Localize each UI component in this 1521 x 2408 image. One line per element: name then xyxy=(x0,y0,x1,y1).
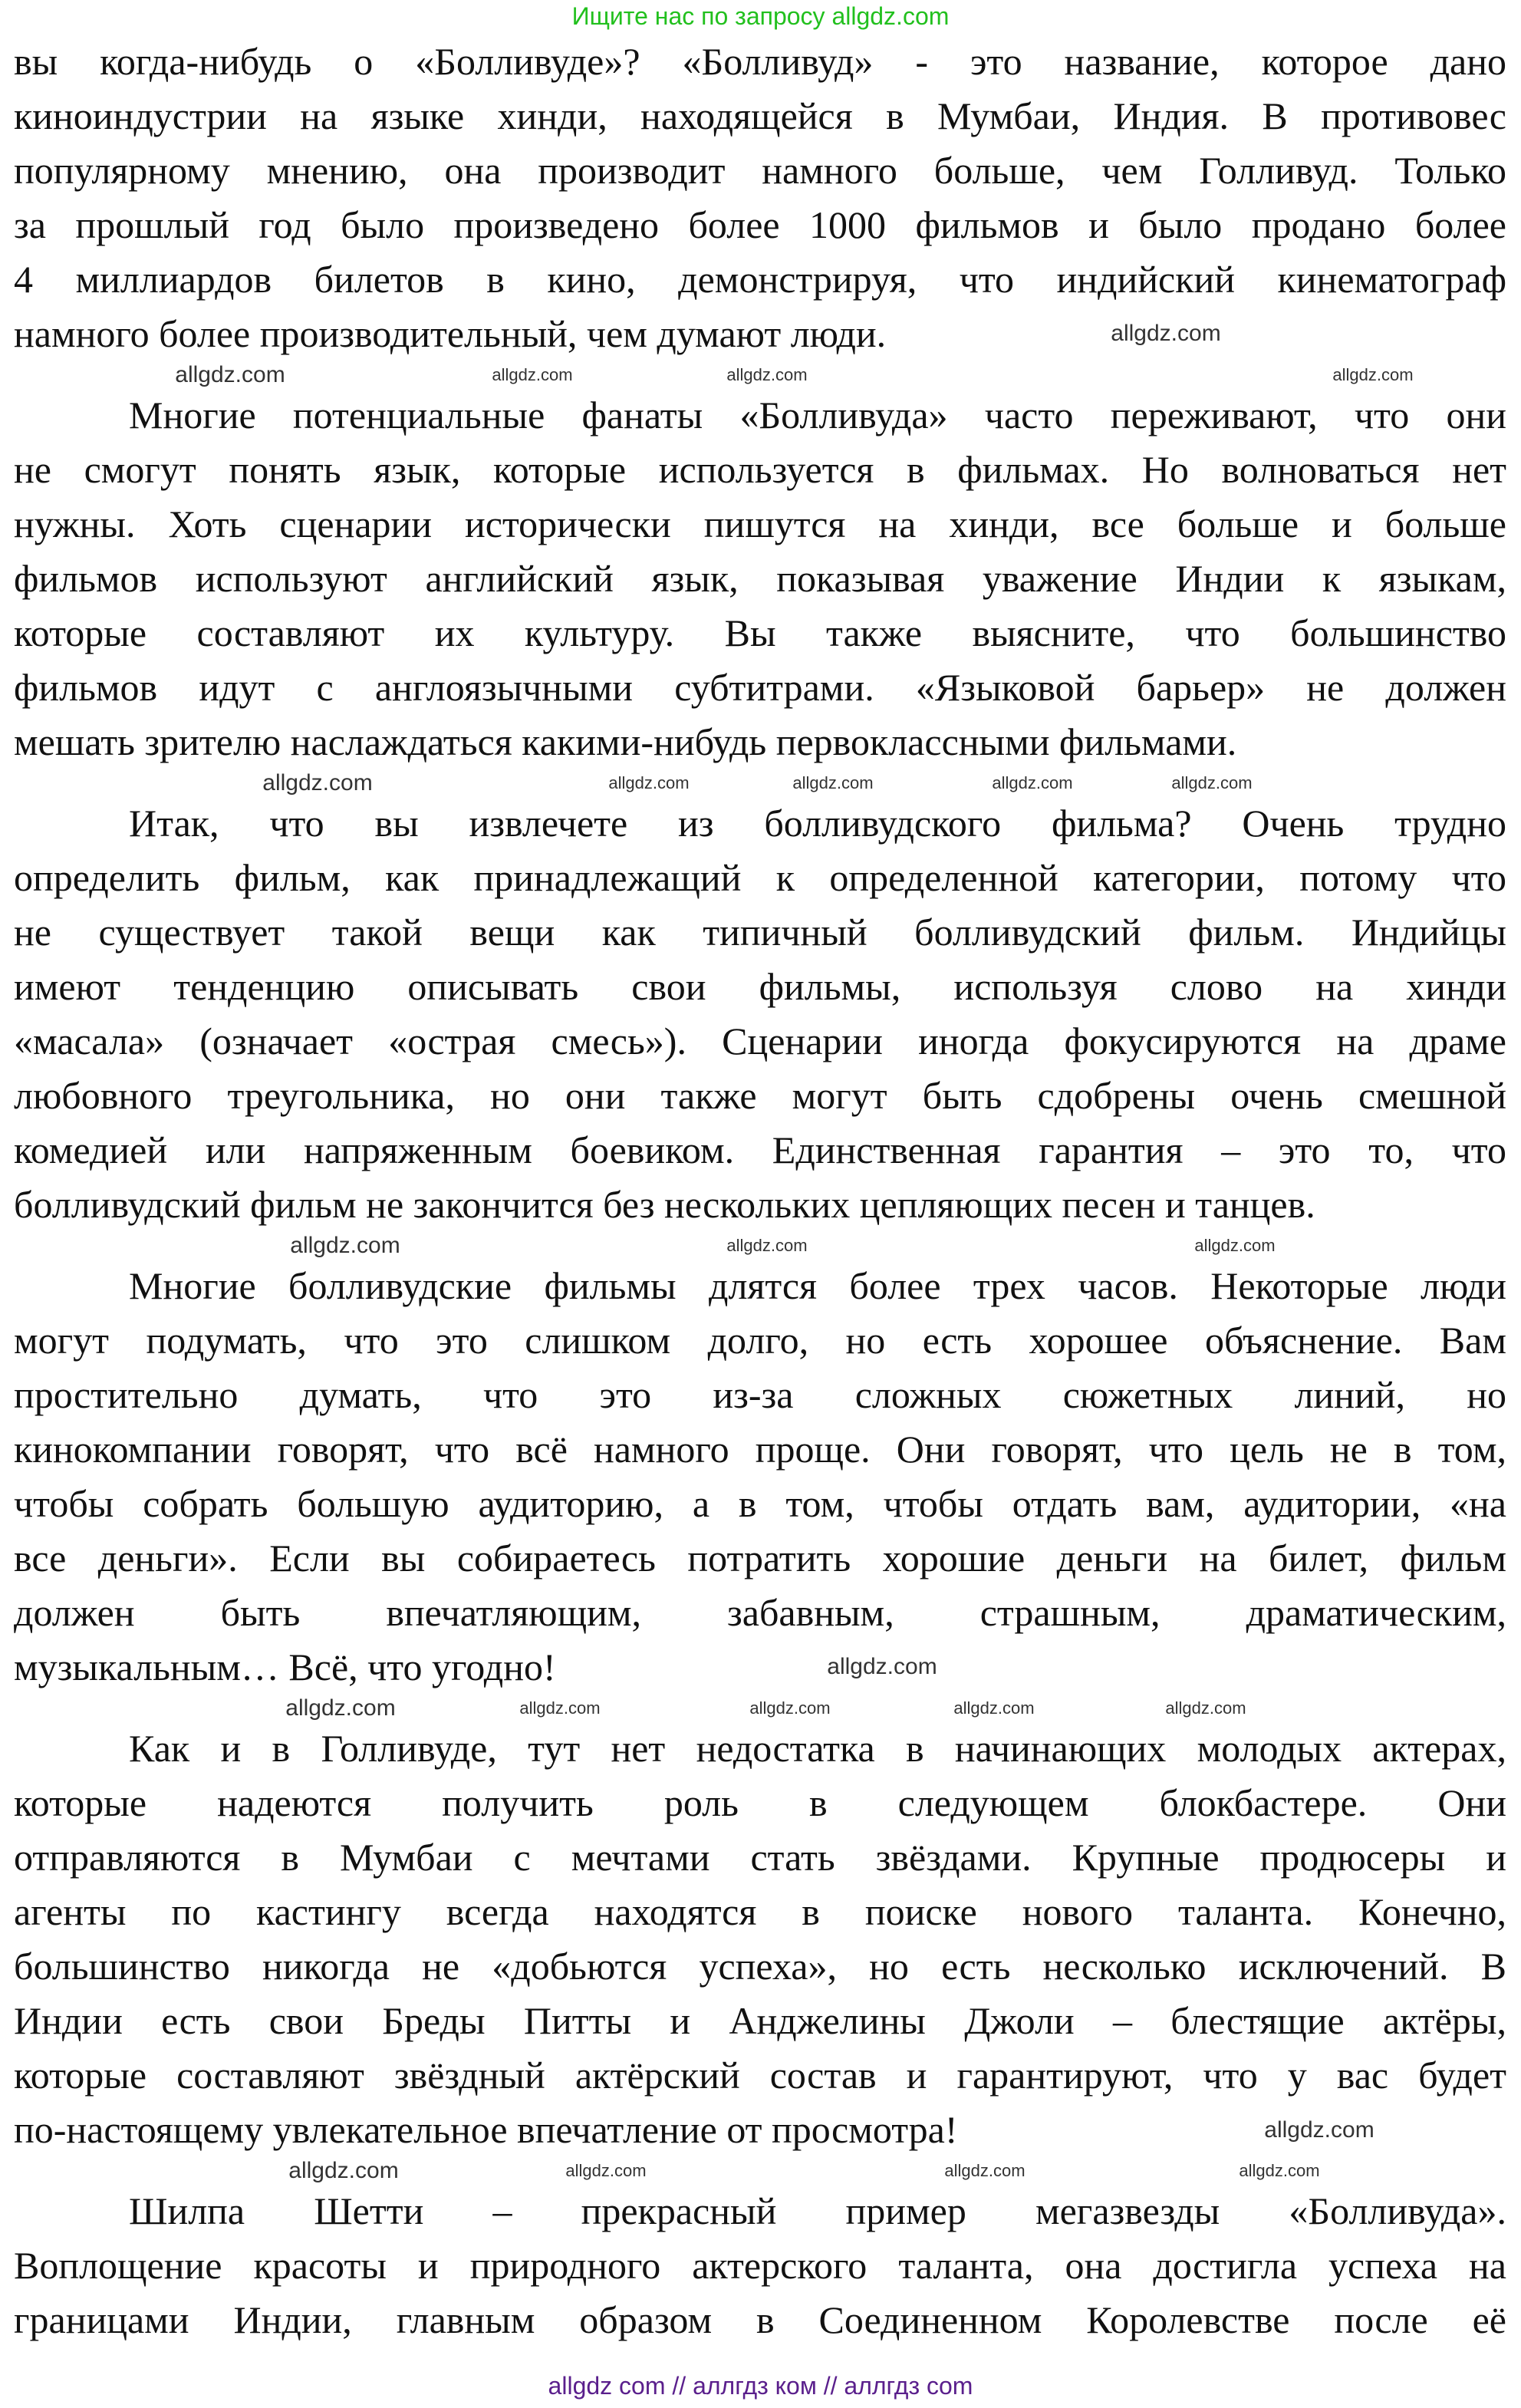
text-line: Многие потенциальные фанаты «Болливуда» часто переживают, что они xyxy=(129,394,1506,436)
watermark: allgdz.com xyxy=(792,773,874,792)
text-line: определить фильм, как принадлежащий к определенной категории, потому что xyxy=(14,856,1506,899)
text-line: могут подумать, что это слишком долго, но есть хорошее объяснение. Вам xyxy=(14,1319,1506,1362)
text-line: по-настоящему увлекательное впечатление от просмотра! xyxy=(14,2108,958,2151)
text-line: вы когда-нибудь о «Болливуде»? «Болливуд» - это название, которое дано xyxy=(14,40,1506,83)
text-line: любовного треугольника, но они также могут быть сдобрены очень смешной xyxy=(14,1074,1506,1117)
text-line: чтобы собрать большую аудиторию, а в том, чтобы отдать вам, аудитории, «на xyxy=(14,1482,1506,1525)
watermark: allgdz.com xyxy=(1332,365,1414,384)
text-line: не смогут понять язык, которые используется в фильмах. Но волноваться нет xyxy=(14,448,1506,491)
watermark: allgdz.com xyxy=(944,2161,1026,2180)
text-line: имеют тенденцию описывать свои фильмы, используя слово на хинди xyxy=(14,965,1506,1008)
text-line: болливудский фильм не закончится без нескольких цепляющих песен и танцев. xyxy=(14,1183,1315,1226)
paragraph xyxy=(14,796,1506,1232)
footer-links: allgdz com // аллгдз ком // аллгдз com xyxy=(548,2372,973,2400)
watermark: allgdz.com xyxy=(726,365,808,384)
search-banner: Ищите нас по запросу allgdz.com xyxy=(571,2,950,30)
text-line: киноиндустрии на языке хинди, находящейся в Мумбаи, Индия. В противовес xyxy=(14,94,1506,137)
text-line: которые надеются получить роль в следующем блокбастере. Они xyxy=(14,1781,1506,1824)
text-line: большинство никогда не «добьются успеха», но есть несколько исключений. В xyxy=(14,1945,1506,1988)
text-line: отправляются в Мумбаи с мечтами стать звёздами. Крупные продюсеры и xyxy=(14,1836,1506,1879)
watermark: allgdz.com xyxy=(1239,2161,1320,2180)
text-line: «масала» (означает «острая смесь»). Сценарии иногда фокусируются на драме xyxy=(14,1020,1506,1062)
watermark: allgdz.com xyxy=(1194,1236,1276,1255)
text-line: которые составляют их культуру. Вы также выясните, что большинство xyxy=(14,611,1506,654)
text-line: комедией или напряженным боевиком. Единственная гарантия – это то, что xyxy=(14,1128,1506,1171)
text-line: фильмов идут с англоязычными субтитрами. «Языковой барьер» не должен xyxy=(14,666,1506,709)
text-line: нужны. Хоть сценарии исторически пишутся на хинди, все больше и больше xyxy=(14,502,1506,545)
watermark: allgdz.com xyxy=(288,2158,399,2183)
paragraph xyxy=(14,1259,1506,1695)
watermark: allgdz.com xyxy=(1165,1698,1246,1718)
watermark: allgdz.com xyxy=(1171,773,1253,792)
watermark: allgdz.com xyxy=(953,1698,1035,1718)
text-line: Итак, что вы извлечете из болливудского фильма? Очень трудно xyxy=(129,802,1506,845)
watermark: allgdz.com xyxy=(175,362,285,387)
text-line: за прошлый год было произведено более 1000 фильмов и было продано более xyxy=(14,203,1506,246)
text-line: не существует такой вещи как типичный болливудский фильм. Индийцы xyxy=(14,911,1506,954)
text-line: агенты по кастингу всегда находятся в поиске нового таланта. Конечно, xyxy=(14,1890,1506,1933)
watermark: allgdz.com xyxy=(1111,321,1221,346)
watermark: allgdz.com xyxy=(565,2161,647,2180)
text-line: популярному мнению, она производит намного больше, чем Голливуд. Только xyxy=(14,149,1506,192)
watermark: allgdz.com xyxy=(992,773,1073,792)
watermark: allgdz.com xyxy=(726,1236,808,1255)
watermark: allgdz.com xyxy=(749,1698,831,1718)
text-line: должен быть впечатляющим, забавным, страшным, драматическим, xyxy=(14,1591,1506,1634)
watermark: allgdz.com xyxy=(827,1654,937,1679)
text-line: кинокомпании говорят, что всё намного проще. Они говорят, что цель не в том, xyxy=(14,1428,1506,1471)
watermark: allgdz.com xyxy=(290,1233,400,1258)
text-line: намного более производительный, чем думают люди. xyxy=(14,312,887,355)
watermark: allgdz.com xyxy=(519,1698,601,1718)
text-line: все деньги». Если вы собираетесь потратить хорошие деньги на билет, фильм xyxy=(14,1537,1506,1580)
paragraph xyxy=(14,35,1506,361)
text-line: которые составляют звёздный актёрский состав и гарантируют, что у вас будет xyxy=(14,2054,1506,2097)
watermark: allgdz.com xyxy=(492,365,573,384)
text-line: простительно думать, что это из-за сложных сюжетных линий, но xyxy=(14,1373,1506,1416)
watermark: allgdz.com xyxy=(608,773,690,792)
paragraph xyxy=(14,388,1506,769)
text-line: фильмов используют английский язык, показывая уважение Индии к языкам, xyxy=(14,557,1506,600)
text-line: Как и в Голливуде, тут нет недостатка в начинающих молодых актерах, xyxy=(129,1727,1506,1770)
paragraph xyxy=(14,1721,1506,2157)
watermark: allgdz.com xyxy=(262,770,373,796)
text-line: Многие болливудские фильмы длятся более трех часов. Некоторые люди xyxy=(129,1264,1506,1307)
watermark: allgdz.com xyxy=(285,1695,396,1721)
paragraph xyxy=(14,2184,1506,2347)
text-line: границами Индии, главным образом в Соединенном Королевстве после её xyxy=(14,2298,1506,2341)
text-line: 4 миллиардов билетов в кино, демонстрируя, что индийский кинематограф xyxy=(14,258,1506,301)
text-line: музыкальным… Всё, что угодно! xyxy=(14,1645,556,1688)
text-line: Индии есть свои Бреды Питты и Анджелины Джоли – блестящие актёры, xyxy=(14,1999,1506,2042)
watermark: allgdz.com xyxy=(1264,2117,1374,2143)
text-line: Шилпа Шетти – прекрасный пример мегазвезды «Болливуда». xyxy=(129,2189,1506,2232)
text-line: Воплощение красоты и природного актерского таланта, она достигла успеха на xyxy=(14,2244,1506,2287)
text-line: мешать зрителю наслаждаться какими-нибудь первоклассными фильмами. xyxy=(14,720,1237,763)
